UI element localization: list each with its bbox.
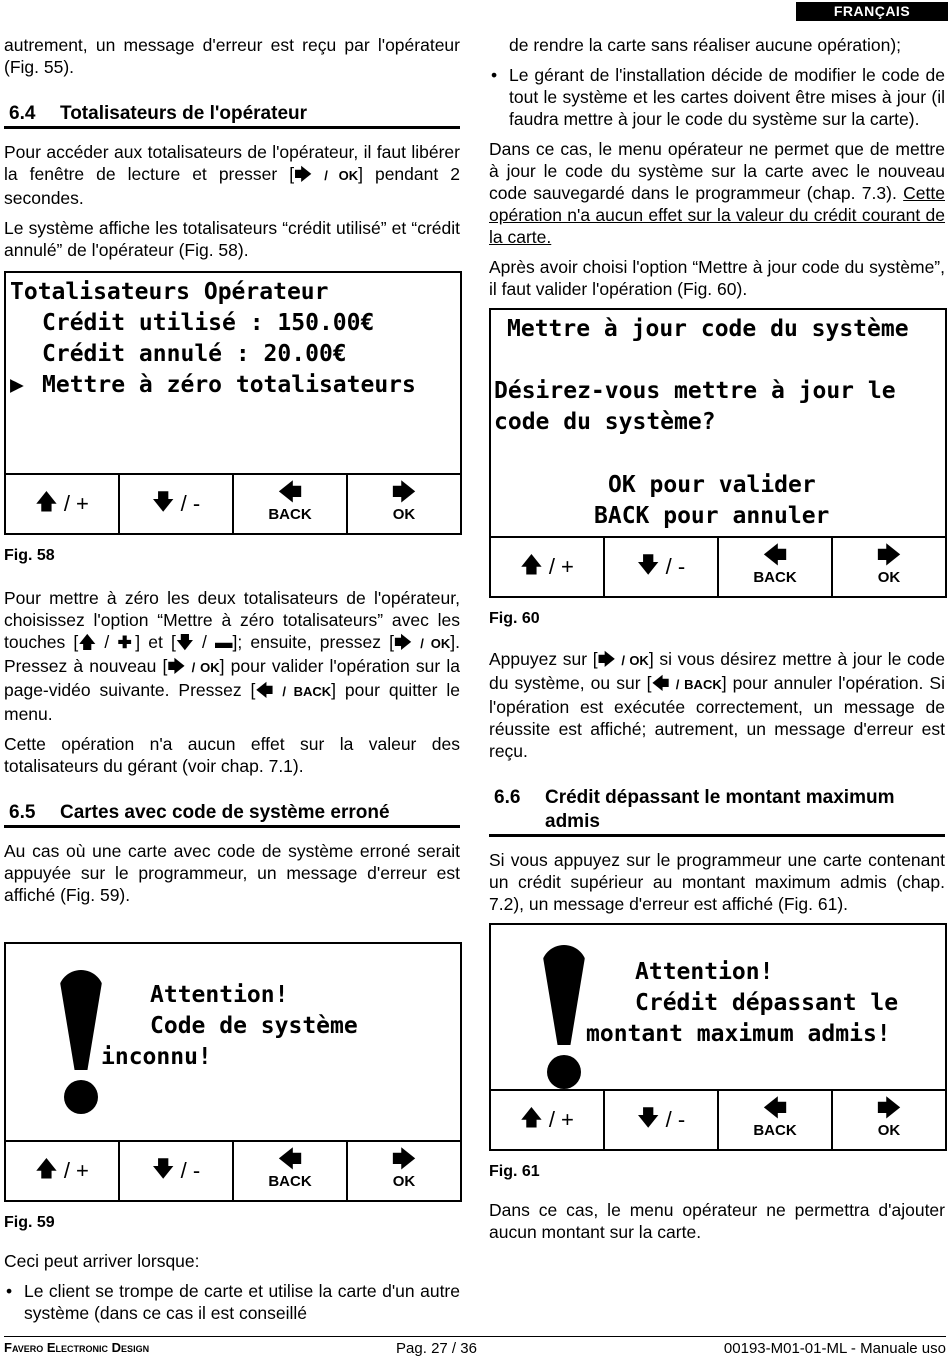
figure-label: Fig. 61 [489, 1163, 540, 1180]
section-number: 6.6 [494, 787, 521, 808]
paragraph: de rendre la carte sans réaliser aucune opération); [509, 35, 902, 55]
display-line: Crédit dépassant le [635, 990, 899, 1016]
section-number: 6.4 [9, 103, 36, 124]
section-title: Crédit dépassant le montant maximum admis [545, 787, 895, 832]
bullet-list [4, 1280, 460, 1324]
text: ] pour quitter le menu. [4, 680, 460, 724]
left-arrow-icon: 🡄 [255, 680, 274, 700]
paragraph: Le système affiche les totalisateurs “crédit utilisé” et “crédit annulé” de l'opérateur (Fig. 58). [4, 218, 460, 260]
key-label: BACK [268, 506, 312, 523]
section-title: Cartes avec code de système erroné [60, 802, 390, 823]
display-line: BACK pour annuler [594, 503, 830, 529]
back-key-ref: / BACK [282, 684, 332, 699]
ok-key[interactable] [833, 538, 945, 596]
paragraph: Si vous appuyez sur le programmeur une carte contenant un crédit supérieur au montant maximum admis (chap. 7.2), un message d'erreur est affiché (Fig. 61). [489, 850, 945, 914]
up-arrow-icon: 🡅 [35, 489, 58, 514]
figure-label: Fig. 59 [4, 1214, 55, 1231]
ok-key[interactable] [348, 475, 460, 533]
device-screen-fig59 [4, 942, 462, 1202]
right-arrow-icon: 🡆 [294, 164, 313, 184]
key-label: OK [392, 506, 416, 523]
key-label: / + [548, 1107, 574, 1132]
paragraph: Ceci peut arriver lorsque: [4, 1251, 200, 1271]
down-minus-key[interactable] [605, 538, 719, 596]
up-arrow-icon: 🡅 [35, 1156, 58, 1181]
left-arrow-icon: 🡄 [651, 673, 670, 693]
display-line: code du système? [494, 409, 716, 435]
ok-key-ref: / OK [621, 653, 649, 668]
display-line: Crédit utilisé : 150.00€ [42, 310, 375, 336]
right-column [489, 34, 945, 1251]
right-arrow-icon: 🡆 [167, 656, 186, 676]
right-arrow-icon: 🡆 [394, 632, 413, 652]
display-line: Code de système [150, 1013, 358, 1039]
paragraph: Au cas où une carte avec code de système erroné serait appuyée sur le programmeur, un message d'erreur est affiché (Fig. 59). [4, 841, 460, 905]
menu-option-label: Mettre à zéro totalisateurs [42, 372, 416, 398]
page-number: Pag. 27 / 36 [396, 1340, 477, 1357]
display-line: Désirez-vous mettre à jour le [494, 378, 896, 404]
display-line: Attention! [150, 982, 289, 1008]
text: Pour accéder aux totalisateurs de l'opérateur, il faut libérer la fenêtre de lecture et presser [ [4, 142, 460, 184]
down-arrow-icon: 🡇 [636, 552, 660, 577]
text: ] si vous désirez mettre à jour le code du système, ou sur [ [489, 649, 945, 693]
up-plus-key[interactable] [6, 1142, 120, 1200]
right-arrow-icon: 🡆 [876, 542, 902, 569]
keypad [6, 1140, 460, 1200]
device-screen-fig61 [489, 923, 947, 1151]
text: Appuyez sur [ [489, 649, 598, 669]
left-arrow-icon: 🡄 [277, 479, 303, 506]
section-heading-6-4 [4, 100, 460, 129]
key-label: / - [665, 554, 686, 579]
paragraph: autrement, un message d'erreur est reçu par l'opérateur (Fig. 55). [4, 35, 460, 77]
display-line: OK pour valider [608, 472, 816, 498]
right-arrow-icon: 🡆 [391, 479, 417, 506]
device-screen-fig60 [489, 308, 947, 598]
display-title: Mettre à jour code du système [507, 316, 909, 342]
key-label: BACK [268, 1173, 312, 1190]
footer-brand: Favero Electronic Design [4, 1340, 150, 1355]
up-arrow-icon: 🡅 [520, 552, 543, 577]
text: Dans ce cas, le menu opérateur ne permet que de mettre à jour le code du système sur la carte avec le nouveau code sauvegardé dans le programmeur (chap. 7.3). [489, 139, 945, 203]
back-key[interactable] [234, 475, 348, 533]
down-arrow-icon: 🡇 [636, 1105, 660, 1130]
display-area [491, 925, 945, 1089]
text: ] et [ [135, 632, 176, 652]
ok-key[interactable] [348, 1142, 460, 1200]
ok-key[interactable] [833, 1091, 945, 1149]
up-arrow-icon: 🡅 [78, 632, 97, 652]
display-area [491, 310, 945, 536]
paragraph [4, 141, 460, 209]
underlined-note: Cette opération n'a aucun effet sur la valeur du crédit courant de la carte. [489, 183, 945, 247]
text: ]. Pressez à nouveau [ [4, 632, 460, 676]
paragraph: Après avoir choisi l'option “Mettre à jour code du système”, il faut valider l'opération (Fig. 60). [489, 257, 945, 299]
keypad [491, 536, 945, 596]
display-title: Totalisateurs Opérateur [10, 279, 329, 305]
paragraph [4, 587, 460, 725]
figure-label: Fig. 60 [489, 610, 540, 627]
ok-key-ref: / OK [420, 636, 451, 651]
down-arrow-icon: 🡇 [151, 489, 175, 514]
minus-key-ref: / ▬ [202, 632, 233, 652]
up-arrow-icon: 🡅 [520, 1105, 543, 1130]
right-arrow-icon: 🡆 [391, 1146, 417, 1173]
key-label: OK [877, 569, 901, 586]
bullet-list [489, 64, 945, 130]
page-footer [4, 1336, 946, 1357]
ok-key-ref: / OK [191, 660, 220, 675]
section-heading-6-5 [4, 799, 460, 828]
left-arrow-icon: 🡄 [762, 542, 788, 569]
down-minus-key[interactable] [120, 1142, 234, 1200]
display-area [6, 944, 460, 1140]
plus-key-ref: / ✚ [104, 632, 136, 652]
paragraph: Cette opération n'a aucun effet sur la valeur des totalisateurs du gérant (voir chap. 7.1). [4, 734, 460, 776]
exclamation-icon [541, 945, 587, 1089]
key-label: / - [180, 491, 201, 516]
down-arrow-icon: 🡇 [175, 632, 194, 652]
language-tab: FRANÇAIS [796, 2, 948, 21]
up-plus-key[interactable] [6, 475, 120, 533]
device-screen-fig58 [4, 271, 462, 535]
back-key[interactable] [719, 1091, 833, 1149]
keypad [6, 473, 460, 533]
text: ] pendant 2 secondes. [4, 164, 460, 208]
key-label: OK [392, 1173, 416, 1190]
exclamation-icon [58, 970, 104, 1114]
back-key[interactable] [719, 538, 833, 596]
key-label: / + [548, 554, 574, 579]
section-heading-6-6 [489, 784, 945, 837]
paragraph [489, 648, 945, 762]
back-key-ref: / BACK [675, 677, 722, 692]
up-plus-key[interactable] [491, 538, 605, 596]
key-label: / + [63, 1158, 89, 1183]
figure-label: Fig. 58 [4, 547, 55, 564]
key-label: BACK [753, 1122, 797, 1139]
key-label: OK [877, 1122, 901, 1139]
selector-triangle-icon: ▶ [10, 372, 24, 398]
text: ] pour valider l'opération sur la page-vidéo suivante. Pressez [ [4, 656, 460, 700]
display-line: Attention! [635, 959, 774, 985]
key-label: / - [665, 1107, 686, 1132]
key-label: / + [63, 491, 89, 516]
text: ]; ensuite, pressez [ [232, 632, 395, 652]
keypad [491, 1089, 945, 1149]
section-title: Totalisateurs de l'opérateur [60, 103, 308, 124]
left-arrow-icon: 🡄 [762, 1095, 788, 1122]
key-label: BACK [753, 569, 797, 586]
text: Pour mettre à zéro les deux totalisateurs de l'opérateur, choisissez l'option “Mettre à zéro totalisateurs” avec les touches [ [4, 588, 460, 652]
key-label: / - [180, 1158, 201, 1183]
right-arrow-icon: 🡆 [597, 649, 616, 669]
display-line: Crédit annulé : 20.00€ [42, 341, 347, 367]
display-line: inconnu! [101, 1044, 212, 1070]
display-line: montant maximum admis! [586, 1021, 891, 1047]
right-arrow-icon: 🡆 [876, 1095, 902, 1122]
down-arrow-icon: 🡇 [151, 1156, 175, 1181]
down-minus-key[interactable] [120, 475, 234, 533]
ok-key-ref: / OK [324, 168, 359, 183]
paragraph [489, 138, 945, 248]
paragraph: Dans ce cas, le menu opérateur ne permettra d'ajouter aucun montant sur la carte. [489, 1200, 945, 1242]
section-number: 6.5 [9, 802, 36, 823]
list-item: • Le client se trompe de carte et utilise la carte d'un autre système (dans ce cas il est conseillé [4, 1280, 460, 1324]
up-plus-key[interactable] [491, 1091, 605, 1149]
down-minus-key[interactable] [605, 1091, 719, 1149]
text: ] pour annuler l'opération. Si l'opération est exécutée correctement, un message de réussite est affiché; autrement, un message d'erreur est reçu. [489, 673, 945, 761]
back-key[interactable] [234, 1142, 348, 1200]
left-arrow-icon: 🡄 [277, 1146, 303, 1173]
display-area [6, 273, 460, 473]
left-column [4, 34, 460, 1332]
menu-option-reset [10, 370, 460, 401]
list-item: • Le gérant de l'installation décide de modifier le code de tout le système et les cartes doivent être mises à jour (il faudra mettre à jour le code du système sur la carte). [489, 64, 945, 130]
document-id: 00193-M01-01-ML - Manuale uso [723, 1340, 946, 1357]
